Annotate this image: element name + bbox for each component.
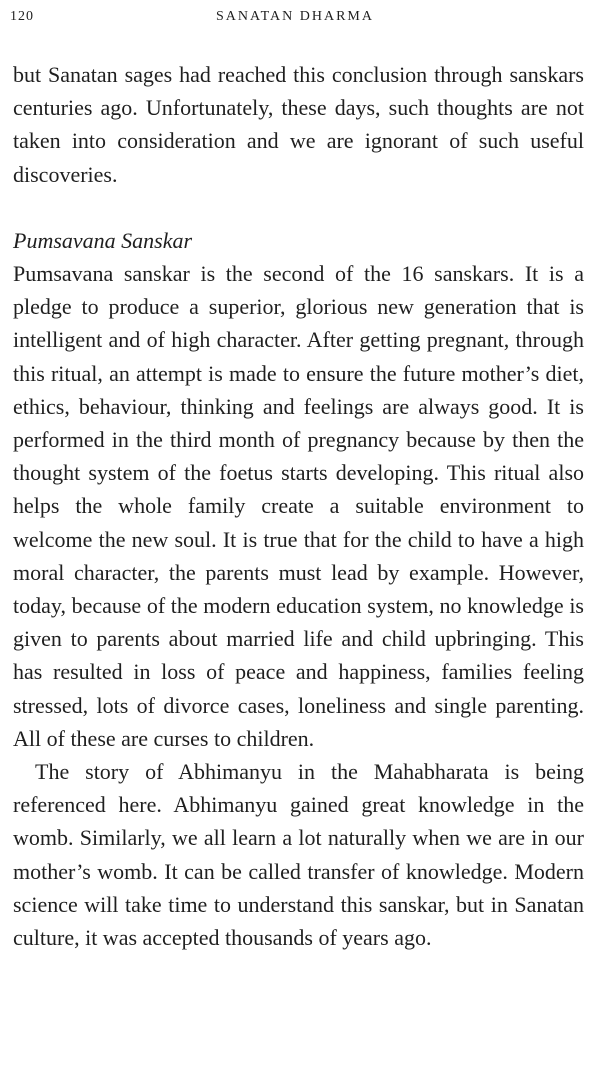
page-body (13, 58, 584, 954)
body-paragraph: The story of Abhimanyu in the Mahabharata is being referenced here. Abhimanyu gained great knowledge in the womb. Similarly, we all learn a lot naturally when we are in our mother’s womb. It can be called transfer of knowledge. Modern science will take time to understand this sanskar, but in Sanatan culture, it was accepted thousands of years ago. (13, 759, 584, 951)
running-header (10, 9, 580, 33)
page-number: 120 (10, 9, 34, 24)
body-paragraph: Pumsavana sanskar is the second of the 16 sanskars. It is a pledge to produce a superior, glorious new generation that is intelligent and of high character. After getting pregnant, through this ritual, an attempt is made to ensure the future mother’s diet, ethics, behaviour, thinking and feelings are always good. It is performed in the third month of pregnancy because by then the thought system of the foetus starts developing. This ritual also helps the whole family create a suitable environment to welcome the new soul. It is true that for the child to have a high moral character, the parents must lead by example. However, today, because of the modern education system, no knowledge is given to parents about married life and child upbringing. This has resulted in loss of peace and happiness, families feeling stressed, lots of divorce cases, loneliness and single parenting. All of these are curses to children. (13, 261, 584, 751)
continued-paragraph: but Sanatan sages had reached this conclusion through sanskars centuries ago. Unfortunately, these days, such thoughts are not taken into consideration and we are ignorant of such useful discoveries. (13, 62, 584, 187)
section-heading: Pumsavana Sanskar (13, 227, 193, 253)
book-title: SANATAN DHARMA (216, 9, 374, 24)
section-spacer (13, 191, 584, 224)
